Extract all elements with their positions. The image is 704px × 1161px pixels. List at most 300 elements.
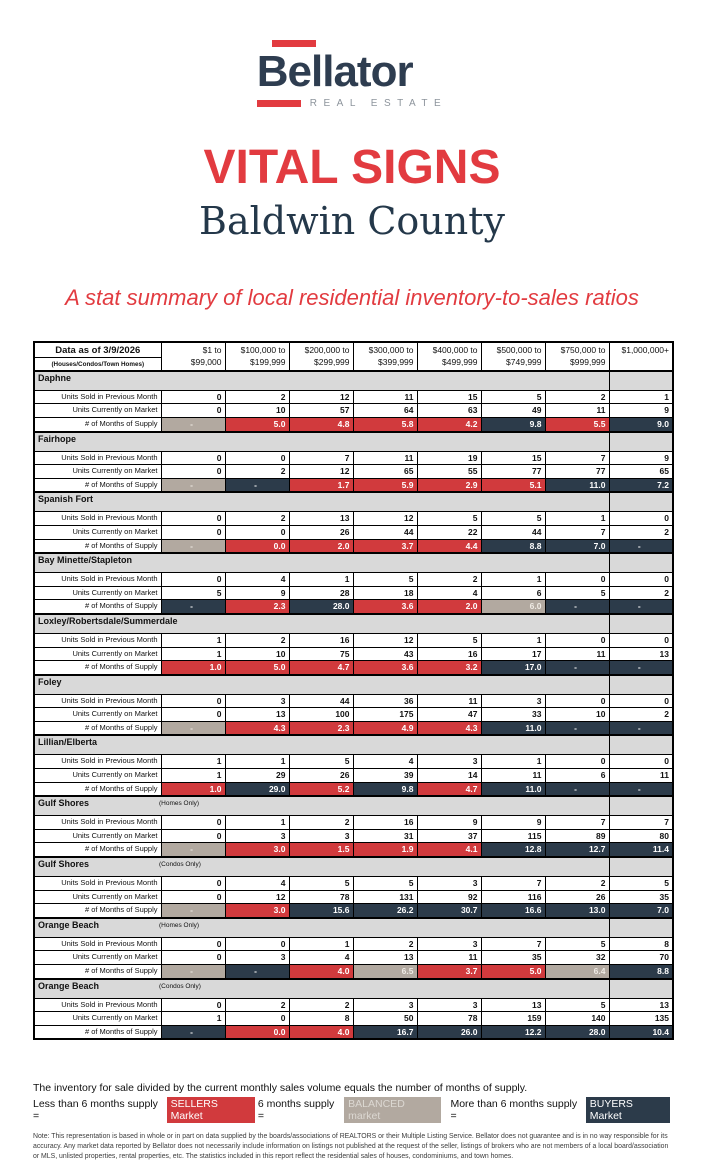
sold-cell: 8 [609,937,673,951]
row-label-supply: # of Months of Supply [34,782,161,796]
sold-cell: 5 [417,633,481,647]
logo-wordmark: Bellator [256,47,413,96]
sold-cell: 4 [353,755,417,769]
section-row-loxley-robertsdale-summerdale [34,614,673,634]
sold-cell: 3 [417,877,481,891]
orange-beach-condos-only-supply-row [34,1025,673,1039]
price-range-line1: $200,000 to [304,344,350,355]
logo-red-bar-top [272,40,316,47]
supply-cell: 4.3 [417,721,481,735]
supply-cell: 5.2 [289,782,353,796]
row-label-supply: # of Months of Supply [34,539,161,553]
sold-cell: 15 [481,451,545,465]
orange-beach-condos-only-sold-row [34,998,673,1012]
supply-cell: 0.0 [225,539,289,553]
sold-cell: 0 [609,512,673,526]
row-label-supply: # of Months of Supply [34,1025,161,1039]
sold-cell: 0 [609,694,673,708]
supply-cell: - [609,539,673,553]
price-range-line1: $400,000 to [432,344,478,355]
legend [33,1082,673,1123]
row-label-sold: Units Sold in Previous Month [34,451,161,465]
supply-cell: 26.2 [353,904,417,918]
price-range-header-6 [481,342,545,371]
sold-cell: 2 [289,998,353,1012]
supply-cell: 6.4 [545,965,609,979]
market-cell: 0 [161,404,225,418]
market-cell: 2 [225,465,289,479]
buyers-market-badge: BUYERS Market [586,1097,670,1123]
price-range-line2: $999,999 [570,356,606,367]
supply-cell: - [161,843,225,857]
market-cell: 2 [609,708,673,722]
sold-cell: 0 [545,573,609,587]
price-range-header-7 [545,342,609,371]
sold-cell: 2 [225,390,289,404]
market-cell: 135 [609,1012,673,1026]
foley-supply-row [34,721,673,735]
supply-cell: 5.0 [225,661,289,675]
row-label-sold: Units Sold in Previous Month [34,877,161,891]
row-label-market: Units Currently on Market [34,951,161,965]
supply-cell: - [609,721,673,735]
market-cell: 16 [417,647,481,661]
sold-cell: 3 [481,694,545,708]
supply-cell: 11.0 [481,721,545,735]
market-cell: 13 [609,647,673,661]
sold-cell: 1 [161,755,225,769]
sold-cell: 13 [481,998,545,1012]
sold-cell: 4 [225,877,289,891]
section-tail-cell [609,614,673,634]
sold-cell: 0 [161,512,225,526]
sold-cell: 7 [481,937,545,951]
section-name-cell [34,614,609,634]
section-tail-cell [609,735,673,755]
price-range-line2: $499,999 [442,356,478,367]
section-name-cell [34,735,609,755]
market-cell: 75 [289,647,353,661]
orange-beach-homes-only-sold-row [34,937,673,951]
supply-cell: 1.0 [161,782,225,796]
row-label-supply: # of Months of Supply [34,600,161,614]
row-label-market: Units Currently on Market [34,586,161,600]
section-name-cell [34,371,609,391]
supply-cell: 11.4 [609,843,673,857]
sold-cell: 7 [545,816,609,830]
section-name: Lillian/Elberta [38,737,98,748]
section-note: (Condos Only) [159,861,201,869]
price-range-header-8 [609,342,673,371]
row-label-market: Units Currently on Market [34,769,161,783]
market-cell: 0 [161,951,225,965]
market-cell: 65 [353,465,417,479]
market-cell: 3 [225,951,289,965]
price-range-line1: $500,000 to [496,344,542,355]
section-name: Foley [38,676,62,687]
supply-cell: 26.0 [417,1025,481,1039]
supply-cell: - [161,417,225,431]
market-cell: 0 [225,1012,289,1026]
market-cell: 5 [161,586,225,600]
sold-cell: 7 [545,451,609,465]
market-cell: 4 [289,951,353,965]
supply-cell: 6.0 [481,600,545,614]
row-label-sold: Units Sold in Previous Month [34,816,161,830]
supply-cell: 8.8 [481,539,545,553]
supply-cell: 1.0 [161,661,225,675]
header [0,0,704,112]
supply-cell: 4.9 [353,721,417,735]
supply-cell: 16.7 [353,1025,417,1039]
supply-cell: 4.3 [225,721,289,735]
supply-cell: 10.4 [609,1025,673,1039]
sold-cell: 0 [545,633,609,647]
section-note: (Homes Only) [159,800,200,808]
report-title: VITAL SIGNS [203,141,501,194]
supply-cell: 30.7 [417,904,481,918]
sold-cell: 7 [289,451,353,465]
row-label-sold: Units Sold in Previous Month [34,390,161,404]
sold-cell: 9 [417,816,481,830]
sold-cell: 7 [481,877,545,891]
section-row-orange-beach-homes-only [34,918,673,938]
section-tail-cell [609,675,673,695]
supply-cell: - [545,661,609,675]
supply-cell: 9.8 [481,417,545,431]
header-row [34,342,673,371]
sold-cell: 0 [609,755,673,769]
market-cell: 80 [609,829,673,843]
section-name: Loxley/Robertsdale/Summerdale [38,615,178,626]
market-cell: 55 [417,465,481,479]
supply-cell: 5.8 [353,417,417,431]
sold-cell: 16 [289,633,353,647]
bay-minette-stapleton-supply-row [34,600,673,614]
sold-cell: 5 [353,573,417,587]
gulf-shores-condos-only-supply-row [34,904,673,918]
section-note: (Homes Only) [159,921,200,929]
section-name-cell [34,553,609,573]
sold-cell: 1 [545,512,609,526]
sold-cell: 1 [481,633,545,647]
foley-sold-row [34,694,673,708]
row-label-supply: # of Months of Supply [34,721,161,735]
price-range-line2: $99,000 [190,356,222,367]
gulf-shores-homes-only-sold-row [34,816,673,830]
section-row-spanish-fort [34,492,673,512]
market-cell: 70 [609,951,673,965]
sold-cell: 0 [161,816,225,830]
sold-cell: 0 [161,451,225,465]
logo-tagline: REAL ESTATE [309,98,448,109]
market-cell: 44 [481,525,545,539]
sold-cell: 1 [225,755,289,769]
market-cell: 6 [545,769,609,783]
sold-cell: 36 [353,694,417,708]
sold-cell: 11 [417,694,481,708]
section-name-cell [34,796,609,816]
supply-cell: - [225,478,289,492]
market-cell: 0 [225,525,289,539]
sold-cell: 1 [289,573,353,587]
lillian-elberta-market-row [34,769,673,783]
section-row-daphne [34,371,673,391]
lillian-elberta-sold-row [34,755,673,769]
supply-cell: - [545,782,609,796]
sold-cell: 13 [289,512,353,526]
supply-cell: 13.0 [545,904,609,918]
row-label-supply: # of Months of Supply [34,843,161,857]
sold-cell: 16 [353,816,417,830]
sold-cell: 2 [545,390,609,404]
market-cell: 11 [481,769,545,783]
legend-more-label: More than 6 months supply = [450,1098,578,1123]
sold-cell: 0 [609,633,673,647]
supply-cell: 28.0 [289,600,353,614]
section-note: (Condos Only) [159,982,201,990]
gulf-shores-condos-only-sold-row [34,877,673,891]
loxley-robertsdale-summerdale-sold-row [34,633,673,647]
supply-cell: 12.2 [481,1025,545,1039]
supply-cell: 1.9 [353,843,417,857]
supply-cell: - [161,478,225,492]
supply-cell: 5.0 [225,417,289,431]
supply-cell: 6.5 [353,965,417,979]
spanish-fort-sold-row [34,512,673,526]
supply-cell: 7.0 [609,904,673,918]
sold-cell: 5 [353,877,417,891]
supply-cell: 8.8 [609,965,673,979]
section-tail-cell [609,857,673,877]
logo-subline [257,98,447,109]
price-range-line1: $100,000 to [240,344,286,355]
sold-cell: 11 [353,390,417,404]
section-tail-cell [609,432,673,452]
market-cell: 28 [289,586,353,600]
spanish-fort-supply-row [34,539,673,553]
sold-cell: 0 [225,937,289,951]
sold-cell: 2 [417,573,481,587]
legend-definition: The inventory for sale divided by the current monthly sales volume equals the number of months of supply. [33,1082,528,1095]
section-name: Daphne [38,372,72,383]
market-cell: 3 [225,829,289,843]
market-cell: 14 [417,769,481,783]
row-label-supply: # of Months of Supply [34,965,161,979]
market-cell: 0 [161,708,225,722]
sold-cell: 9 [609,451,673,465]
market-cell: 47 [417,708,481,722]
supply-cell: 4.7 [289,661,353,675]
supply-cell: 29.0 [225,782,289,796]
market-cell: 1 [161,647,225,661]
section-name: Bay Minette/Stapleton [38,555,133,566]
market-cell: 8 [289,1012,353,1026]
sold-cell: 0 [225,451,289,465]
supply-cell: 2.3 [289,721,353,735]
price-range-line2: $299,999 [314,356,350,367]
market-cell: 44 [353,525,417,539]
daphne-market-row [34,404,673,418]
sold-cell: 0 [161,877,225,891]
supply-cell: - [161,721,225,735]
data-as-of-label: Data as of 3/9/2026 [35,343,161,358]
market-cell: 77 [481,465,545,479]
price-range-line1: $1 to [202,344,222,355]
section-row-bay-minette-stapleton [34,553,673,573]
market-cell: 33 [481,708,545,722]
sold-cell: 13 [609,998,673,1012]
supply-cell: 28.0 [545,1025,609,1039]
market-cell: 65 [609,465,673,479]
sold-cell: 5 [417,512,481,526]
market-cell: 32 [545,951,609,965]
price-range-header-4 [353,342,417,371]
row-label-market: Units Currently on Market [34,890,161,904]
sold-cell: 5 [545,937,609,951]
supply-cell: 0.0 [225,1025,289,1039]
sold-cell: 5 [545,998,609,1012]
stats-table [33,341,674,1041]
sold-cell: 15 [417,390,481,404]
sold-cell: 2 [545,877,609,891]
market-cell: 2 [609,586,673,600]
row-label-market: Units Currently on Market [34,465,161,479]
market-cell: 6 [481,586,545,600]
sold-cell: 0 [161,573,225,587]
orange-beach-homes-only-market-row [34,951,673,965]
market-cell: 29 [225,769,289,783]
market-cell: 1 [161,769,225,783]
market-cell: 140 [545,1012,609,1026]
supply-cell: 2.0 [289,539,353,553]
bay-minette-stapleton-market-row [34,586,673,600]
market-cell: 63 [417,404,481,418]
section-tail-cell [609,918,673,938]
supply-cell: 1.5 [289,843,353,857]
market-cell: 92 [417,890,481,904]
price-range-line1: $1,000,000+ [621,344,669,355]
row-label-sold: Units Sold in Previous Month [34,573,161,587]
sold-cell: 2 [225,633,289,647]
report-subtitle: A stat summary of local residential inventory-to-sales ratios [65,284,639,310]
section-name: Spanish Fort [38,494,94,505]
sold-cell: 2 [289,816,353,830]
market-cell: 0 [161,890,225,904]
section-row-foley [34,675,673,695]
supply-cell: 7.2 [609,478,673,492]
market-cell: 11 [545,647,609,661]
supply-cell: - [161,965,225,979]
orange-beach-homes-only-supply-row [34,965,673,979]
loxley-robertsdale-summerdale-supply-row [34,661,673,675]
orange-beach-condos-only-market-row [34,1012,673,1026]
market-cell: 43 [353,647,417,661]
supply-cell: 5.0 [481,965,545,979]
price-range-line1: $300,000 to [368,344,414,355]
sold-cell: 3 [417,998,481,1012]
bay-minette-stapleton-sold-row [34,573,673,587]
supply-cell: 11.0 [545,478,609,492]
supply-cell: 17.0 [481,661,545,675]
sold-cell: 0 [161,937,225,951]
market-cell: 26 [545,890,609,904]
price-range-line2: $749,999 [506,356,542,367]
sold-cell: 3 [225,694,289,708]
table-corner-cell [34,342,161,371]
sold-cell: 5 [289,877,353,891]
market-cell: 9 [609,404,673,418]
row-label-market: Units Currently on Market [34,829,161,843]
market-cell: 37 [417,829,481,843]
gulf-shores-homes-only-market-row [34,829,673,843]
supply-cell: - [609,782,673,796]
fairhope-supply-row [34,478,673,492]
market-cell: 12 [225,890,289,904]
market-cell: 12 [289,465,353,479]
market-cell: 159 [481,1012,545,1026]
supply-cell: 9.8 [353,782,417,796]
row-label-market: Units Currently on Market [34,647,161,661]
section-row-gulf-shores-homes-only [34,796,673,816]
section-row-orange-beach-condos-only [34,979,673,999]
section-name-cell [34,857,609,877]
disclaimer-note: Note: This representation is based in whole or in part on data supplied by the boards/associations of REALTORS or their Multiple Listing Service. Bellator does not guarantee and is in no way responsible for its accuracy. Any market data reported by Bellator does not necessarily include information on listings not published at the request of the seller, listings of brokers who are not members of a local board/association or MLS, unlisted properties, rental properties, etc. The statistics included in this report reflect the residential sales of houses, condominiums, and town homes. [33,1133,669,1160]
market-cell: 4 [417,586,481,600]
market-cell: 2 [609,525,673,539]
supply-cell: 4.0 [289,965,353,979]
market-cell: 89 [545,829,609,843]
sold-cell: 1 [289,937,353,951]
row-label-sold: Units Sold in Previous Month [34,937,161,951]
sold-cell: 2 [353,937,417,951]
supply-cell: - [545,600,609,614]
sold-cell: 1 [225,816,289,830]
sold-cell: 1 [609,390,673,404]
supply-cell: 5.1 [481,478,545,492]
market-cell: 13 [225,708,289,722]
fairhope-sold-row [34,451,673,465]
market-cell: 13 [353,951,417,965]
sold-cell: 2 [225,512,289,526]
section-row-gulf-shores-condos-only [34,857,673,877]
table-body [34,371,673,1040]
supply-cell: 5.9 [353,478,417,492]
price-range-header-3 [289,342,353,371]
supply-cell: 4.4 [417,539,481,553]
section-name: Fairhope [38,433,77,444]
supply-cell: 11.0 [481,782,545,796]
price-range-header-2 [225,342,289,371]
market-cell: 78 [417,1012,481,1026]
section-name-cell [34,675,609,695]
section-tail-cell [609,979,673,999]
section-tail-cell [609,796,673,816]
row-label-sold: Units Sold in Previous Month [34,694,161,708]
market-cell: 26 [289,525,353,539]
supply-cell: - [161,1025,225,1039]
supply-cell: 15.6 [289,904,353,918]
sold-cell: 44 [289,694,353,708]
loxley-robertsdale-summerdale-market-row [34,647,673,661]
sold-cell: 1 [481,755,545,769]
fairhope-market-row [34,465,673,479]
supply-cell: 4.2 [417,417,481,431]
sold-cell: 1 [481,573,545,587]
market-cell: 0 [161,829,225,843]
section-name-cell [34,492,609,512]
market-cell: 116 [481,890,545,904]
